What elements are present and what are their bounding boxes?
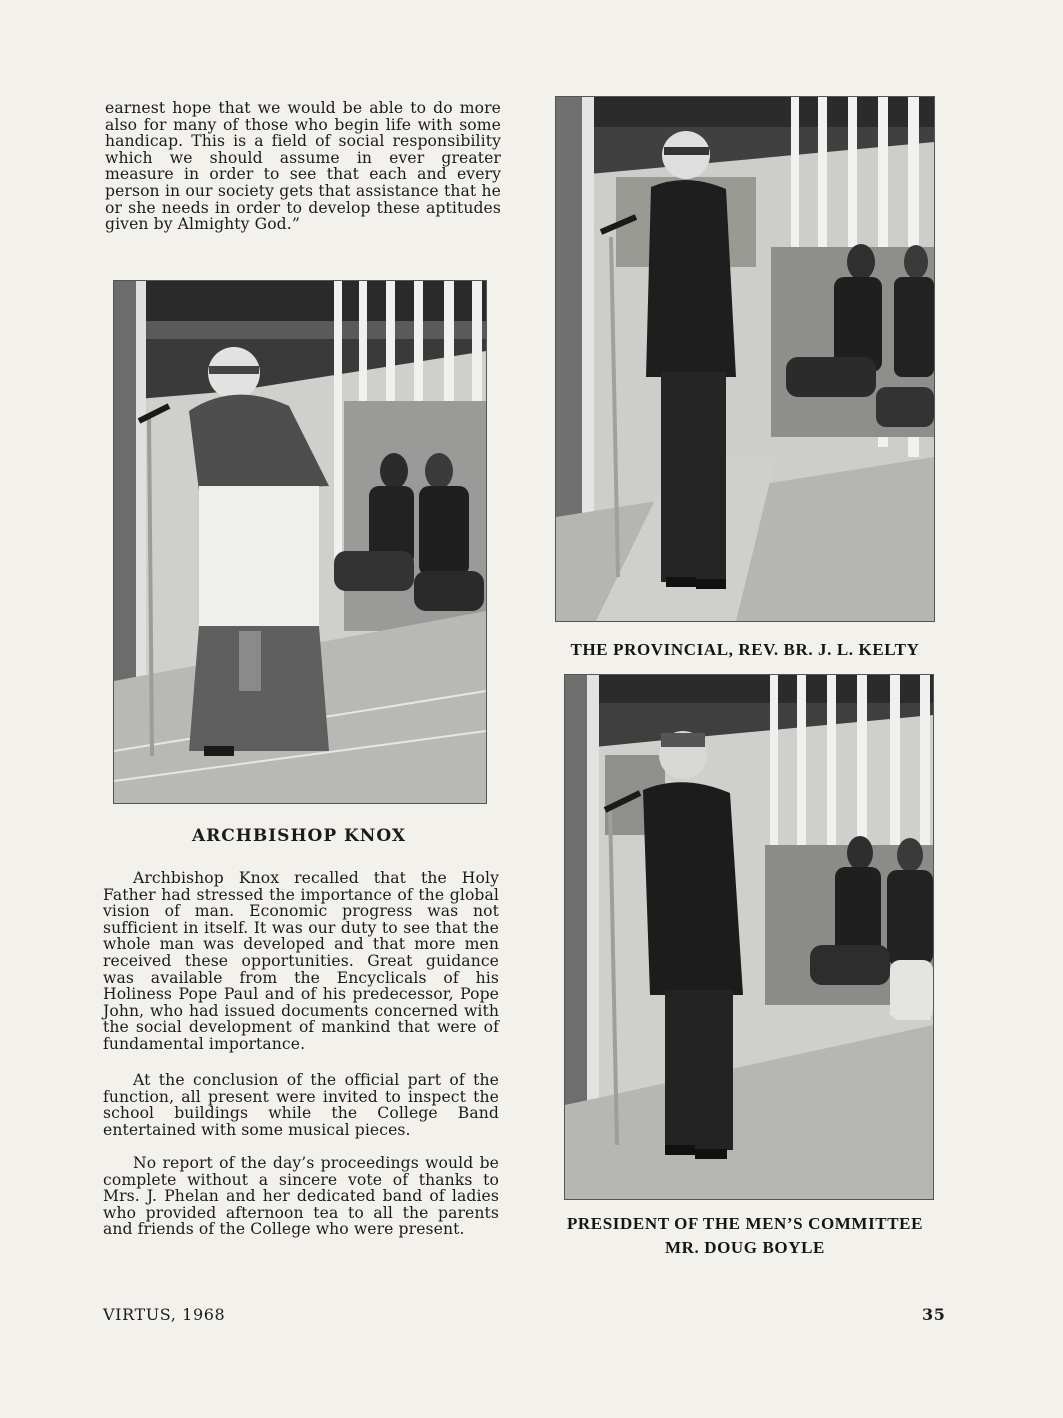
archbishop-caption: ARCHBISHOP KNOX — [191, 826, 407, 846]
photo-archbishop-knox — [113, 280, 487, 804]
president-caption-line2: MR. DOUG BOYLE — [665, 1238, 825, 1257]
intro-paragraph: earnest hope that we would be able to do more also for many of those who begin life with some handicap. This is a field of social responsibility which we should assume in ever greater measure in order to see that each and every person in our society gets that assistance that he or she needs in order to develop these aptitudes given by Almighty God.” — [105, 99, 501, 234]
photo-provincial — [555, 96, 935, 622]
paragraph-thanks: No report of the day’s proceedings would be complete without a sincere vote of thanks to Mrs. J. Phelan and her dedicated band of ladies who provided afternoon tea to all the parents and friends of the College who were present. — [103, 1154, 499, 1239]
page-number: 35 — [922, 1305, 946, 1324]
president-caption-line1: PRESIDENT OF THE MEN’S COMMITTEE — [566, 1214, 924, 1233]
archbishop-photo-image — [114, 281, 486, 803]
provincial-caption: THE PROVINCIAL, REV. BR. J. L. KELTY — [570, 640, 920, 659]
paragraph-knox: Archbishop Knox recalled that the Holy Father had stressed the importance of the global vision of man. Economic progress was not sufficient in itself. It was our duty to see that the whole man was developed and that more men received these opportunities. Great guidance was available from the Encyclicals of his Holiness Pope Paul and of his predecessor, Pope John, who had issued documents concerned with the social development of mankind that were of fundamental importance. — [103, 869, 499, 1053]
provincial-photo-image — [556, 97, 934, 621]
photo-president — [564, 674, 934, 1200]
president-photo-image — [565, 675, 933, 1199]
footer-publication: VIRTUS, 1968 — [103, 1305, 226, 1324]
paragraph-conclusion: At the conclusion of the official part of the function, all present were invited to inspect the school buildings while the College Band entertained with some musical pieces. — [103, 1071, 499, 1139]
